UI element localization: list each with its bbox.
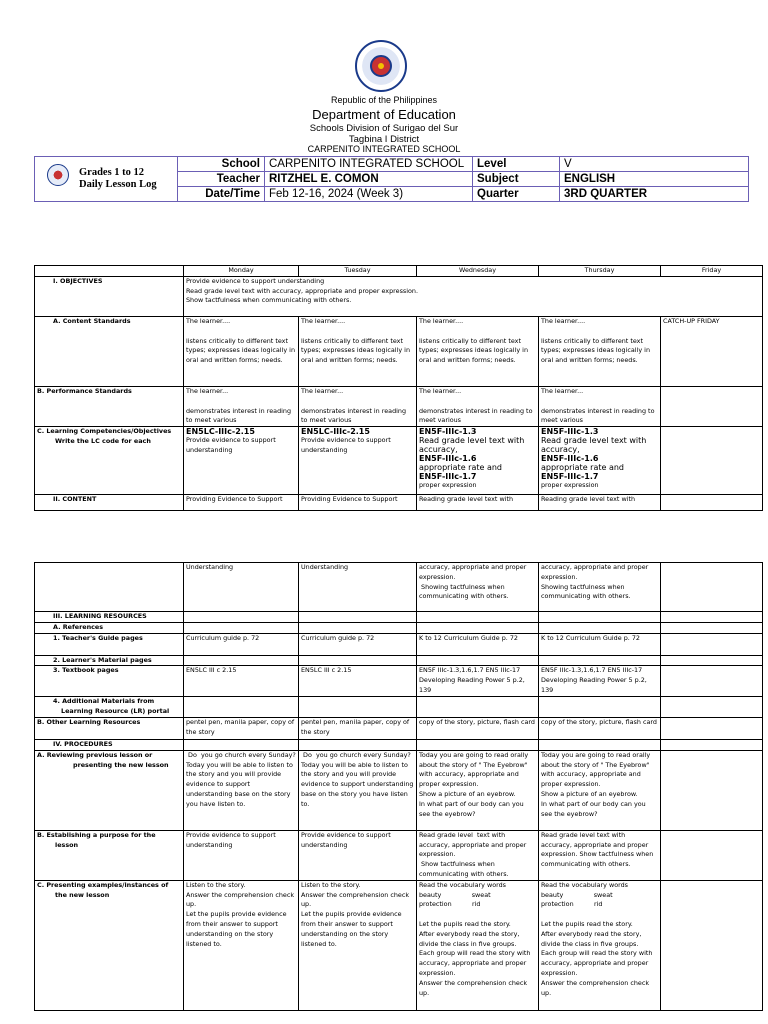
lc-wed bbox=[417, 427, 539, 495]
lc-label-line: C. Learning Competencies/Objectives bbox=[37, 427, 172, 436]
content-std-text: listens critically to different text types; expresses ideas logically in oral and written forms; needs. bbox=[419, 336, 528, 365]
lc-code: EN5F-IIIc-1.3 bbox=[419, 427, 477, 437]
performance-tue bbox=[299, 386, 417, 426]
objective-line: Show tactfulness when communicating with others. bbox=[186, 296, 352, 305]
subject-value: ENGLISH bbox=[560, 172, 749, 187]
examples-text: Read the vocabulary words beauty sweat protection rid Let the pupils read the story. After everybody read the story, divide the class in five groups. Each group will read the story with accuracy, appropriate and proper expression. Answer the comprehension check up. bbox=[419, 880, 531, 997]
performance-text: demonstrates interest in reading to meet various bbox=[541, 406, 655, 425]
review-text: Do you go church every Sunday? Today you will be able to listen to the story and you will provide evidence to support understanding base on the story you have listen to. bbox=[186, 750, 296, 808]
division-line: Schools Division of Surigao del Sur bbox=[309, 123, 459, 134]
learner-text: The learner.... bbox=[186, 316, 231, 325]
review-wed bbox=[417, 750, 539, 830]
purpose-wed bbox=[417, 830, 539, 880]
content-standards-tue bbox=[299, 316, 417, 386]
day-header: Monday bbox=[184, 266, 299, 277]
lc-text: proper expression bbox=[541, 481, 599, 490]
tg-mon: Curriculum guide p. 72 bbox=[184, 633, 299, 655]
objective-line: Read grade level text with accuracy, appropriate and proper expression. bbox=[186, 286, 418, 295]
resources-label: III. LEARNING RESOURCES bbox=[35, 612, 184, 623]
review-label-line: A. Reviewing previous lesson or bbox=[37, 750, 153, 759]
log-title: Daily Lesson Log bbox=[79, 179, 157, 190]
cont-label bbox=[35, 563, 184, 612]
lc-mon bbox=[184, 427, 299, 495]
performance-label: B. Performance Standards bbox=[35, 386, 184, 426]
lc-code: EN5F-IIIc-1.6 bbox=[419, 454, 477, 464]
content-standards-label: A. Content Standards bbox=[35, 316, 184, 386]
day-header: Thursday bbox=[539, 266, 661, 277]
examples-tue bbox=[299, 880, 417, 1010]
content-tue: Providing Evidence to Support bbox=[299, 495, 417, 511]
lc-text: proper expression bbox=[419, 481, 477, 490]
learner-text: The learner... bbox=[541, 386, 584, 395]
catch-up-friday: CATCH-UP FRIDAY bbox=[661, 316, 763, 386]
examples-wed bbox=[417, 880, 539, 1010]
objectives-label: I. OBJECTIVES bbox=[35, 276, 184, 316]
purpose-label-line: lesson bbox=[55, 840, 79, 849]
cont-text: accuracy, appropriate and proper expression. Showing tactfulness when communicating with others. bbox=[541, 563, 649, 601]
purpose-text: Read grade level text with accuracy, appropriate and proper expression. Show tactfulness when communicating with others. bbox=[419, 830, 527, 878]
purpose-mon: Provide evidence to support understanding bbox=[184, 830, 299, 880]
review-tue bbox=[299, 750, 417, 830]
other-wed: copy of the story, picture, flash card bbox=[417, 717, 539, 739]
examples-mon bbox=[184, 880, 299, 1010]
content-std-text: listens critically to different text types; expresses ideas logically in oral and written forms; needs. bbox=[186, 336, 295, 365]
other-resources-label: B. Other Learning Resources bbox=[35, 717, 184, 739]
level-value: V bbox=[560, 157, 749, 172]
performance-fri bbox=[661, 386, 763, 426]
performance-text: demonstrates interest in reading to meet various bbox=[186, 406, 292, 425]
content-wed: Reading grade level text with bbox=[417, 495, 539, 511]
learner-text: The learner.... bbox=[301, 316, 346, 325]
review-mon bbox=[184, 750, 299, 830]
references-label: A. References bbox=[35, 622, 184, 633]
school-value: CARPENITO INTEGRATED SCHOOL bbox=[265, 157, 473, 172]
cont-thu bbox=[539, 563, 661, 612]
purpose-label-line: B. Establishing a purpose for the bbox=[37, 830, 156, 839]
lc-label-line: Write the LC code for each bbox=[55, 436, 151, 445]
tb-thu: EN5F IIIc-1.3,1.6,1.7 EN5 IIIc-17 Developing Reading Power 5 p.2, 139 bbox=[539, 666, 661, 697]
objective-line: Provide evidence to support understanding bbox=[186, 276, 325, 285]
lc-tue bbox=[299, 427, 417, 495]
add-materials-label bbox=[35, 697, 184, 718]
school-line: CARPENITO INTEGRATED SCHOOL bbox=[307, 144, 461, 154]
district-line: Tagbina I District bbox=[348, 134, 420, 145]
performance-wed bbox=[417, 386, 539, 426]
performance-text: demonstrates interest in reading to meet various bbox=[419, 406, 533, 425]
content-fri bbox=[661, 495, 763, 511]
tb-mon: EN5LC III c 2.15 bbox=[184, 666, 299, 697]
tg-label: 1. Teacher's Guide pages bbox=[35, 633, 184, 655]
other-tue: pentel pen, manila paper, copy of the story bbox=[299, 717, 417, 739]
lc-code: EN5F-IIIc-1.7 bbox=[541, 472, 599, 482]
purpose-tue: Provide evidence to support understanding bbox=[299, 830, 417, 880]
level-label: Level bbox=[473, 157, 560, 172]
dll-info-table bbox=[34, 156, 749, 202]
lc-code: EN5LC-IIIc-2.15 bbox=[186, 427, 255, 437]
content-std-text: listens critically to different text types; expresses ideas logically in oral and written forms; needs. bbox=[301, 336, 410, 365]
review-text: Do you go church every Sunday? Today you will be able to listen to the story and you will provide evidence to support understanding base on the story you have listen to. bbox=[301, 750, 414, 808]
tg-wed: K to 12 Curriculum Guide p. 72 bbox=[417, 633, 539, 655]
other-thu: copy of the story, picture, flash card bbox=[539, 717, 661, 739]
content-thu: Reading grade level text with bbox=[539, 495, 661, 511]
content-standards-wed bbox=[417, 316, 539, 386]
corner-cell bbox=[35, 266, 184, 277]
tb-label: 3. Textbook pages bbox=[35, 666, 184, 697]
lc-text: appropriate rate and bbox=[419, 463, 503, 473]
cont-fri bbox=[661, 563, 763, 612]
day-header: Tuesday bbox=[299, 266, 417, 277]
learner-text: The learner... bbox=[419, 386, 462, 395]
tb-wed: EN5F IIIc-1.3,1.6,1.7 EN5 IIIc-17 Developing Reading Power 5 p.2, 139 bbox=[417, 666, 539, 697]
lesson-table-1 bbox=[34, 265, 763, 511]
review-text: Today you are going to read orally about the story of " The Eyebrow" with accuracy, appropriate and proper expression. Show a picture of an eyebrow. In what part of our body can you see the eyebrow? bbox=[419, 750, 529, 818]
lc-text: Read grade level text with accuracy, bbox=[419, 436, 525, 455]
performance-thu bbox=[539, 386, 661, 426]
learner-text: The learner... bbox=[301, 386, 344, 395]
lc-text: Provide evidence to support understanding bbox=[301, 436, 391, 454]
lc-label bbox=[35, 427, 184, 495]
purpose-thu: Read grade level text with accuracy, appropriate and proper expression. Show tactfulness when communicating with others. bbox=[539, 830, 661, 880]
examples-label bbox=[35, 880, 184, 1010]
lc-thu bbox=[539, 427, 661, 495]
examples-thu bbox=[539, 880, 661, 1010]
lc-code: EN5F-IIIc-1.3 bbox=[541, 427, 599, 437]
add-label-line: Learning Resource (LR) portal bbox=[61, 707, 170, 716]
grades-label: Grades 1 to 12 bbox=[79, 167, 145, 178]
content-standards-thu bbox=[539, 316, 661, 386]
performance-mon bbox=[184, 386, 299, 426]
content-label: II. CONTENT bbox=[35, 495, 184, 511]
teacher-label: Teacher bbox=[178, 172, 265, 187]
examples-label-line: the new lesson bbox=[55, 890, 110, 899]
cont-wed bbox=[417, 563, 539, 612]
cont-text: accuracy, appropriate and proper expression. Showing tactfulness when communicating with others. bbox=[419, 563, 527, 601]
day-header: Wednesday bbox=[417, 266, 539, 277]
lc-fri bbox=[661, 427, 763, 495]
teacher-value: RITZHEL E. COMON bbox=[265, 172, 473, 187]
purpose-label bbox=[35, 830, 184, 880]
day-header: Friday bbox=[661, 266, 763, 277]
other-mon: pentel pen, manila paper, copy of the story bbox=[184, 717, 299, 739]
school-label: School bbox=[178, 157, 265, 172]
learner-text: The learner... bbox=[186, 386, 229, 395]
content-standards-mon bbox=[184, 316, 299, 386]
lc-code: EN5F-IIIc-1.7 bbox=[419, 472, 477, 482]
deped-seal-icon bbox=[355, 40, 407, 92]
learner-text: The learner.... bbox=[419, 316, 464, 325]
dll-title-cell bbox=[35, 157, 178, 202]
learner-text: The learner.... bbox=[541, 316, 586, 325]
lesson-table-2 bbox=[34, 562, 763, 1011]
cont-mon: Understanding bbox=[184, 563, 299, 612]
tg-tue: Curriculum guide p. 72 bbox=[299, 633, 417, 655]
deped-small-seal-icon bbox=[47, 164, 69, 186]
tg-thu: K to 12 Curriculum Guide p. 72 bbox=[539, 633, 661, 655]
review-label bbox=[35, 750, 184, 830]
procedures-label: IV. PROCEDURES bbox=[35, 739, 184, 750]
date-label: Date/Time bbox=[178, 187, 265, 202]
department-title: Department of Education bbox=[312, 107, 456, 122]
quarter-label: Quarter bbox=[473, 187, 560, 202]
examples-text: Listen to the story. Answer the comprehension check up. Let the pupils provide evidence from their answer to support understanding on the story listened to. bbox=[301, 880, 410, 948]
review-thu bbox=[539, 750, 661, 830]
add-label-line: 4. Additional Materials from bbox=[53, 697, 155, 706]
review-text: Today you are going to read orally about the story of " The Eyebrow" with accuracy, appropriate and proper expression. Show a picture of an eyebrow. In what part of our body can you see the eyebrow? bbox=[541, 750, 651, 818]
republic-line: Republic of the Philippines bbox=[330, 95, 438, 105]
lc-code: EN5LC-IIIc-2.15 bbox=[301, 427, 370, 437]
lc-text: Provide evidence to support understanding bbox=[186, 436, 276, 454]
cont-tue: Understanding bbox=[299, 563, 417, 612]
lc-code: EN5F-IIIc-1.6 bbox=[541, 454, 599, 464]
tb-tue: EN5LC III c 2.15 bbox=[299, 666, 417, 697]
lm-label: 2. Learner's Material pages bbox=[35, 655, 184, 666]
lc-text: appropriate rate and bbox=[541, 463, 625, 473]
lc-text: Read grade level text with accuracy, bbox=[541, 436, 647, 455]
content-mon: Providing Evidence to Support bbox=[184, 495, 299, 511]
examples-label-line: C. Presenting examples/instances of bbox=[37, 880, 169, 889]
content-std-text: listens critically to different text types; expresses ideas logically in oral and written forms; needs. bbox=[541, 336, 650, 365]
review-label-line: presenting the new lesson bbox=[73, 760, 169, 769]
examples-text: Listen to the story. Answer the comprehension check up. Let the pupils provide evidence from their answer to support understanding on the story listened to. bbox=[186, 880, 295, 948]
quarter-value: 3RD QUARTER bbox=[560, 187, 749, 202]
examples-text: Read the vocabulary words beauty sweat protection rid Let the pupils read the story. After everybody read the story, divide the class in five groups. Each group will read the story with accuracy, appropriate and proper expression. Answer the comprehension check up. bbox=[541, 880, 653, 997]
date-value: Feb 12-16, 2024 (Week 3) bbox=[265, 187, 473, 202]
subject-label: Subject bbox=[473, 172, 560, 187]
objectives-text bbox=[184, 276, 763, 316]
performance-text: demonstrates interest in reading to meet various bbox=[301, 406, 407, 425]
